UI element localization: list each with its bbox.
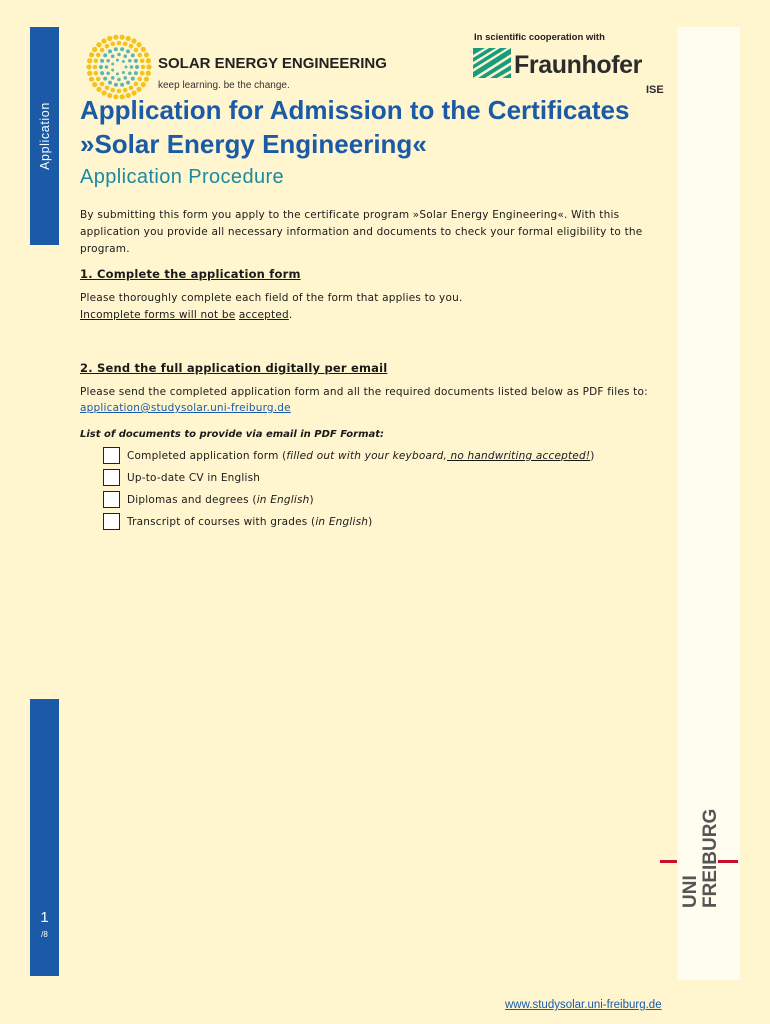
- step1-line1: Please thoroughly complete each field of the form that applies to you.: [80, 292, 463, 304]
- logo-dot: [86, 64, 91, 69]
- documents-list-heading: List of documents to provide via email in PDF Format:: [80, 429, 385, 440]
- page-title: Application for Admission to the Certificates »Solar Energy Engineering«: [80, 95, 630, 159]
- logo-dot: [125, 66, 128, 69]
- logo-dot: [114, 83, 118, 87]
- logo-dot: [96, 42, 101, 47]
- logo-dot: [131, 38, 136, 43]
- logo-dot: [137, 53, 142, 58]
- logo-dot: [140, 58, 145, 63]
- logo-dot: [111, 62, 114, 65]
- logo-dot: [87, 71, 92, 76]
- logo-dot: [105, 44, 110, 49]
- step1-line2: Incomplete forms will not be accepted.: [80, 309, 293, 321]
- step1-heading: 1. Complete the application form: [80, 267, 301, 281]
- logo-dot: [89, 52, 94, 57]
- logo-dot: [120, 83, 124, 87]
- page-number: 1: [40, 909, 49, 926]
- logo-dot: [114, 47, 118, 51]
- cooperation-note: In scientific cooperation with: [474, 32, 605, 43]
- logo-dot: [123, 54, 127, 58]
- logo-dot: [108, 81, 112, 85]
- logo-dot: [110, 42, 115, 47]
- logo-dot: [100, 71, 104, 75]
- logo-dot: [128, 71, 132, 75]
- logo-dot: [123, 42, 128, 47]
- logo-dot: [122, 71, 125, 74]
- logo-dot: [111, 54, 115, 58]
- logo-dot: [123, 88, 128, 93]
- logo-dot: [107, 36, 112, 41]
- solar-engineering-logo: [86, 34, 152, 100]
- step2-heading: 2. Send the full application digitally per email: [80, 361, 388, 375]
- logo-dot: [94, 71, 99, 76]
- logo-dot: [106, 59, 110, 63]
- logo-dot: [92, 47, 97, 52]
- partner-name: Fraunhofer: [514, 51, 642, 79]
- logo-dot: [126, 81, 130, 85]
- footer-website-link[interactable]: www.studysolar.uni-freiburg.de: [505, 999, 662, 1011]
- logo-dot: [146, 71, 151, 76]
- logo-dot: [105, 85, 110, 90]
- step1-line2-part1: Incomplete forms will not be: [80, 309, 236, 321]
- logo-dot: [135, 65, 139, 69]
- logo-dot: [101, 38, 106, 43]
- sidebar-label: Application: [37, 102, 52, 170]
- intro-paragraph: By submitting this form you apply to the certificate program »Solar Energy Engineering«. With this application you provide all necessary information and documents to check your formal eligibility to the program.: [80, 209, 643, 255]
- logo-dot: [144, 52, 149, 57]
- logo-dot: [103, 53, 107, 57]
- logo-dot: [103, 77, 107, 81]
- document-checkbox[interactable]: [103, 513, 120, 530]
- uni-text: UNI: [680, 875, 701, 908]
- logo-dot: [117, 78, 121, 82]
- uni-freiburg-logo: [660, 790, 740, 910]
- step1-line2-part2: accepted: [238, 309, 289, 321]
- page-total: /8: [41, 930, 48, 939]
- logo-dot: [131, 53, 135, 57]
- logo-dot: [87, 58, 92, 63]
- logo-dot: [110, 88, 115, 93]
- logo-dot: [134, 59, 138, 63]
- list-item: Completed application form (filled out with your keyboard, no handwriting accepted!): [103, 447, 595, 464]
- logo-dot: [141, 65, 146, 70]
- logo-dot: [100, 82, 105, 87]
- freiburg-text: FREIBURG: [700, 808, 721, 908]
- logo-dot: [111, 76, 115, 80]
- logo-dot: [136, 42, 141, 47]
- logo-dot: [131, 77, 135, 81]
- logo-dot: [113, 35, 118, 40]
- logo-dot: [108, 49, 112, 53]
- sidebar-section-tab: [30, 27, 59, 245]
- list-item: Diplomas and degrees (in English): [103, 491, 314, 508]
- logo-dot: [134, 48, 139, 53]
- fraunhofer-logo-icon: [473, 48, 511, 78]
- logo-dot: [140, 71, 145, 76]
- logo-dot: [93, 65, 98, 70]
- logo-dot: [94, 58, 99, 63]
- logo-dot: [134, 82, 139, 87]
- logo-dot: [126, 49, 130, 53]
- logo-dot: [128, 59, 132, 63]
- logo-dot: [116, 59, 119, 62]
- logo-dot: [137, 77, 142, 82]
- logo-dot: [144, 77, 149, 82]
- application-email-link[interactable]: application@studysolar.uni-freiburg.de: [80, 402, 291, 414]
- logo-dot: [141, 82, 146, 87]
- step1-text: [80, 290, 462, 324]
- document-checkbox[interactable]: [103, 491, 120, 508]
- logo-dot: [117, 41, 122, 46]
- logo-dot: [120, 47, 124, 51]
- logo-dot: [129, 44, 134, 49]
- list-item: Up-to-date CV in English: [103, 469, 260, 486]
- logo-dot: [96, 87, 101, 92]
- partner-unit: ISE: [646, 84, 664, 96]
- document-checkbox[interactable]: [103, 447, 120, 464]
- page-indicator: [30, 699, 59, 976]
- logo-dot: [106, 71, 110, 75]
- brand-tagline: keep learning. be the change.: [158, 80, 290, 91]
- logo-dot: [89, 77, 94, 82]
- logo-dot: [105, 65, 109, 69]
- logo-dot: [117, 53, 121, 57]
- logo-dot: [111, 69, 114, 72]
- logo-dot: [130, 65, 134, 69]
- logo-dot: [99, 65, 103, 69]
- logo-dot: [96, 77, 101, 82]
- logo-dot: [122, 60, 125, 63]
- brand-title: SOLAR ENERGY ENGINEERING: [158, 55, 387, 72]
- page-subtitle: Application Procedure: [80, 166, 285, 188]
- logo-dot: [126, 36, 131, 41]
- logo-dot: [146, 58, 151, 63]
- logo-dot: [129, 85, 134, 90]
- logo-dot: [141, 47, 146, 52]
- logo-dot: [134, 71, 138, 75]
- logo-dot: [136, 87, 141, 92]
- logo-dot: [123, 76, 127, 80]
- logo-dot: [100, 59, 104, 63]
- list-item: Transcript of courses with grades (in English): [103, 513, 372, 530]
- logo-dot: [116, 72, 119, 75]
- logo-dot: [96, 53, 101, 58]
- logo-dot: [146, 64, 151, 69]
- logo-dot: [92, 82, 97, 87]
- document-checkbox[interactable]: [103, 469, 120, 486]
- logo-dot: [120, 35, 125, 40]
- logo-dot: [100, 48, 105, 53]
- step2-text: Please send the completed application form and all the required documents listed below as PDF files to: application@studysolar.uni-freiburg.de: [80, 386, 648, 414]
